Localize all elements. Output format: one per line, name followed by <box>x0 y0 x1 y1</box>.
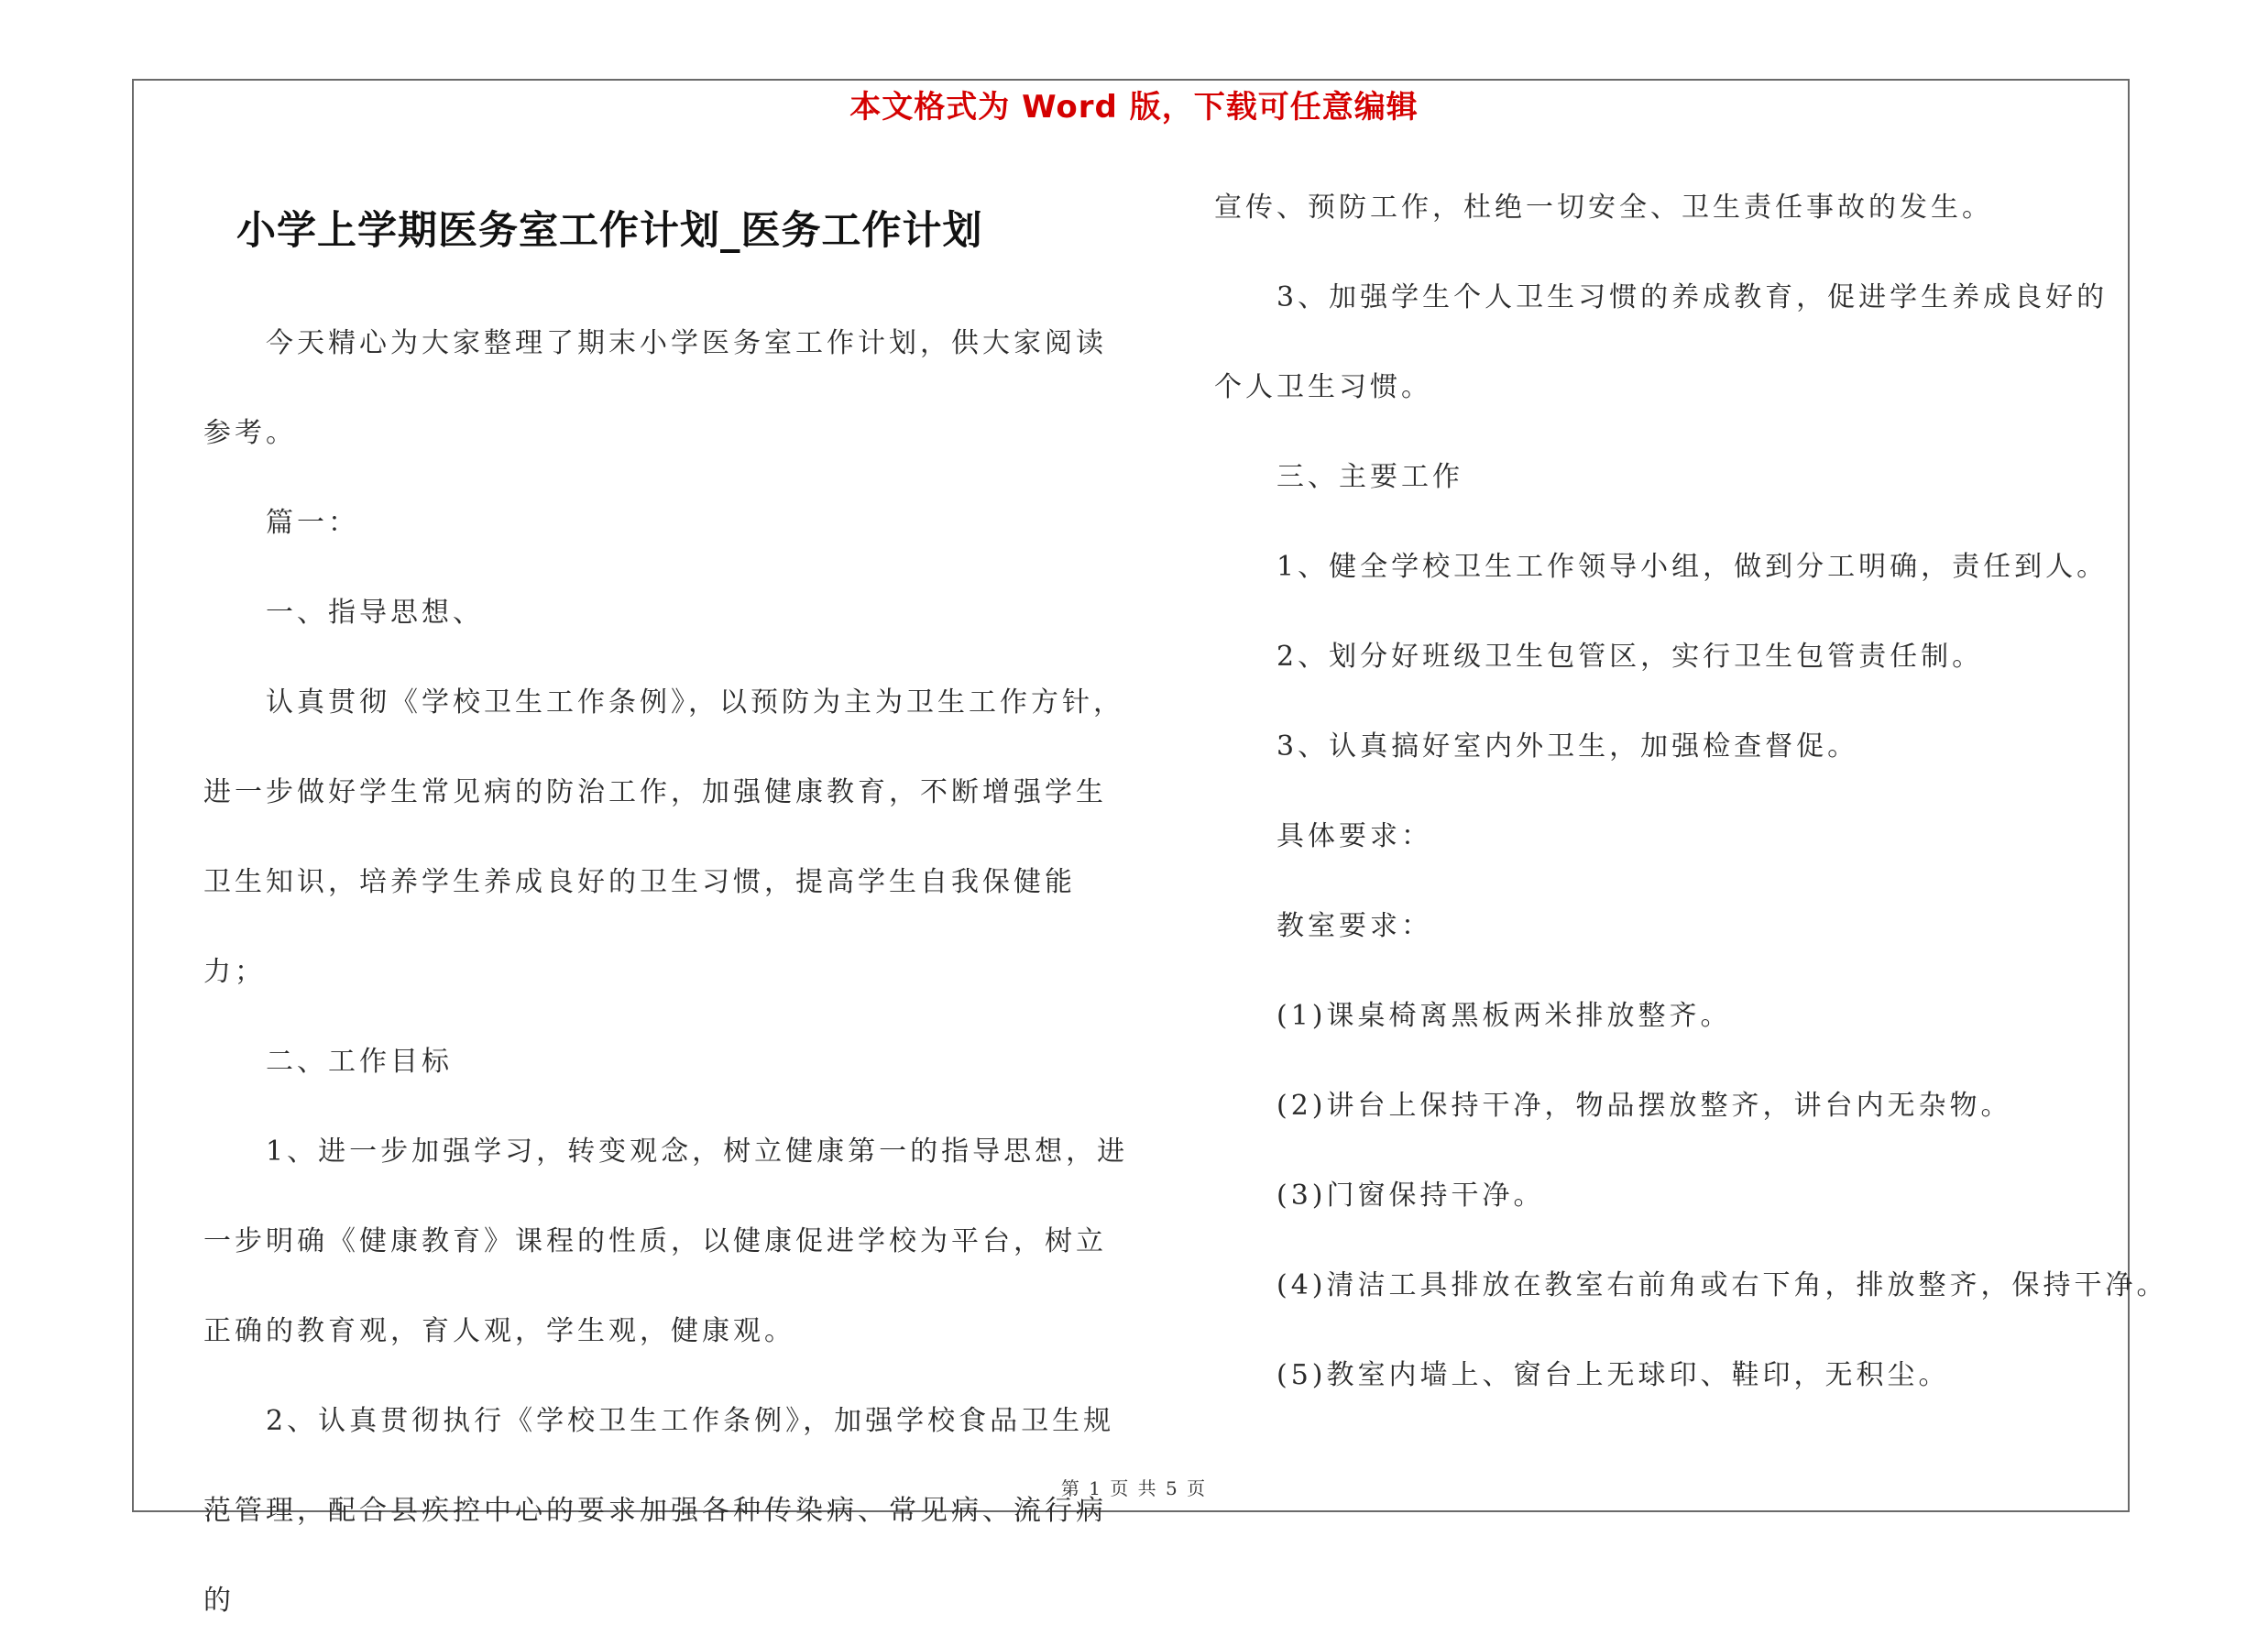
paragraph: 今天精心为大家整理了期末小学医务室工作计划，供大家阅读参考。 <box>203 327 1107 449</box>
format-banner: 本文格式为 Word 版，下载可任意编辑 <box>849 89 1419 126</box>
right-column <box>1214 163 2168 1421</box>
paragraph: 2、认真贯彻执行《学校卫生工作条例》，加强学校食品卫生规范管理，配合县疾控中心的要求加强各种传染病、常见病、流行病的 <box>203 1405 1115 1617</box>
subheading: 具体要求： <box>1276 820 1432 852</box>
section-heading: 三、主要工作 <box>1276 461 1463 493</box>
paragraph: 1、进一步加强学习，转变观念，树立健康第一的指导思想，进一步明确《健康教育》课程的性质，以健康促进学校为平台，树立正确的教育观，育人观，学生观，健康观。 <box>203 1136 1129 1347</box>
list-item: (1)课桌椅离黑板两米排放整齐。 <box>1276 1000 1732 1032</box>
page-footer: 第 1 页 共 5 页 <box>1060 1477 1208 1499</box>
section-heading: 一、指导思想、 <box>266 597 484 629</box>
section-heading: 二、工作目标 <box>266 1046 453 1078</box>
paragraph-continued: 宣传、预防工作，杜绝一切安全、卫生责任事故的发生。 <box>1214 192 1993 224</box>
list-item: 1、健全学校卫生工作领导小组，做到分工明确，责任到人。 <box>1276 551 2109 583</box>
list-item: (3)门窗保持干净。 <box>1276 1180 1545 1212</box>
left-column <box>203 299 1129 1646</box>
list-item: 2、划分好班级卫生包管区，实行卫生包管责任制。 <box>1276 641 1984 673</box>
paragraph: 认真贯彻《学校卫生工作条例》，以预防为主为卫生工作方针，进一步做好学生常见病的防治工作，加强健康教育，不断增强学生卫生知识，培养学生养成良好的卫生习惯，提高学生自我保健能力； <box>203 686 1124 988</box>
subheading: 教室要求： <box>1276 910 1432 942</box>
document-title: 小学上学期医务室工作计划_医务工作计划 <box>236 208 983 254</box>
list-item: (5)教室内墙上、窗台上无球印、鞋印，无积尘。 <box>1276 1359 1950 1391</box>
list-item: (4)清洁工具排放在教室右前角或右下角，排放整齐，保持干净。 <box>1276 1269 2168 1301</box>
paragraph: 3、加强学生个人卫生习惯的养成教育，促进学生养成良好的个人卫生习惯。 <box>1214 281 2109 403</box>
list-item: 3、认真搞好室内外卫生，加强检查督促。 <box>1276 730 1859 763</box>
list-item: (2)讲台上保持干净，物品摆放整齐，讲台内无杂物。 <box>1276 1090 2012 1122</box>
paragraph: 篇一： <box>266 507 359 539</box>
